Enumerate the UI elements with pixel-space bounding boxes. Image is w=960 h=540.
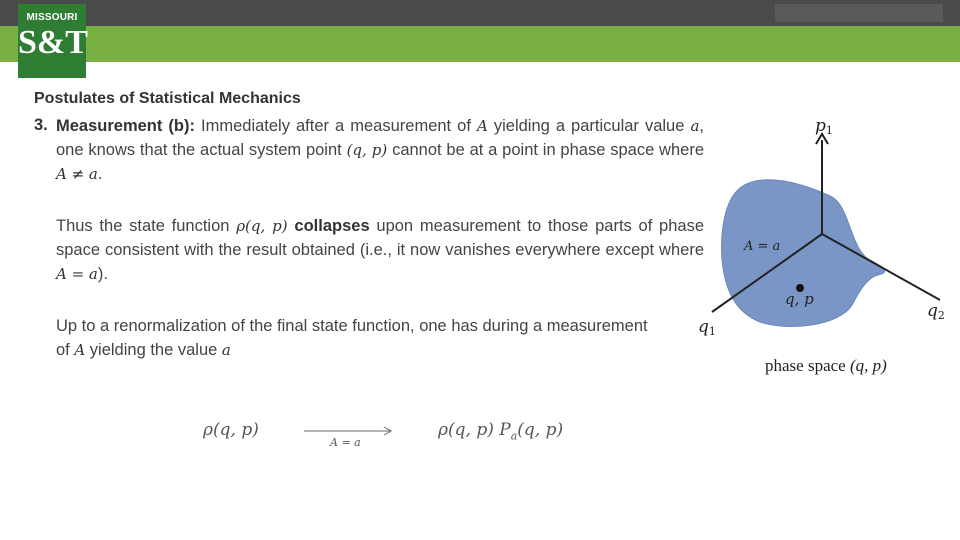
p1-var-a: a [690, 117, 700, 135]
item-heading: Measurement (b): [56, 117, 195, 135]
equation-rhs: ρ(q, p) $P_a(q$, p) [438, 420, 564, 443]
p2-var-rho: ρ(q, p) [236, 217, 288, 235]
logo-line2: S&T [18, 24, 88, 61]
top-bar [0, 0, 960, 26]
p2-text2: upon measurement to those parts of phase space consistent with the result obtained (i.e., it now vanishes everywhere except where [56, 217, 705, 259]
p1-text1: Immediately after a measurement of [201, 117, 471, 135]
p2-bold-collapses: collapses [294, 217, 370, 235]
equation-arrow-label: A = a [330, 436, 361, 449]
point-label: q, p [785, 290, 814, 308]
slide-title: Postulates of Statistical Mechanics [34, 90, 301, 107]
university-logo [18, 4, 86, 78]
top-bar-block [775, 4, 943, 22]
paragraph-1 [56, 114, 704, 186]
p2-text3: ). [97, 265, 108, 283]
p2-var-A-eq-a: A = a [56, 265, 98, 283]
p2-text1: Thus the state function [56, 217, 230, 235]
equation-lhs: ρ(q, p) [203, 420, 259, 440]
p1-text5: . [97, 165, 103, 183]
p3-text1: Up to a renormalization of the final state function, one has during a measurement of [56, 317, 648, 359]
axis-p1-label: p1 [815, 116, 833, 137]
p1-var-A-neq-a: A ≠ a [56, 165, 98, 183]
paragraph-2 [56, 214, 704, 286]
p3-var-A: A [74, 341, 86, 359]
p1-var-qp: (q, p) [346, 141, 388, 159]
p3-var-a: a [221, 341, 231, 359]
p3-text2: yielding the value [89, 341, 218, 359]
region-label: A = a [744, 239, 781, 254]
p1-text3: , one knows that the actual system point [56, 117, 704, 159]
axis-q2-label: q2 [927, 301, 945, 322]
p1-text2: yielding a particular value [493, 117, 685, 135]
item-number: 3. [34, 116, 48, 134]
green-header-bar [0, 26, 960, 62]
paragraph-3 [56, 314, 656, 362]
logo-line1: MISSOURI [26, 12, 78, 23]
p1-var-A: A [476, 117, 488, 135]
diagram-caption: phase space (q, p) [765, 356, 887, 375]
phase-space-diagram [700, 100, 960, 350]
axis-q1-label: q1 [698, 317, 716, 338]
p1-text4: cannot be at a point in phase space where [392, 141, 704, 159]
